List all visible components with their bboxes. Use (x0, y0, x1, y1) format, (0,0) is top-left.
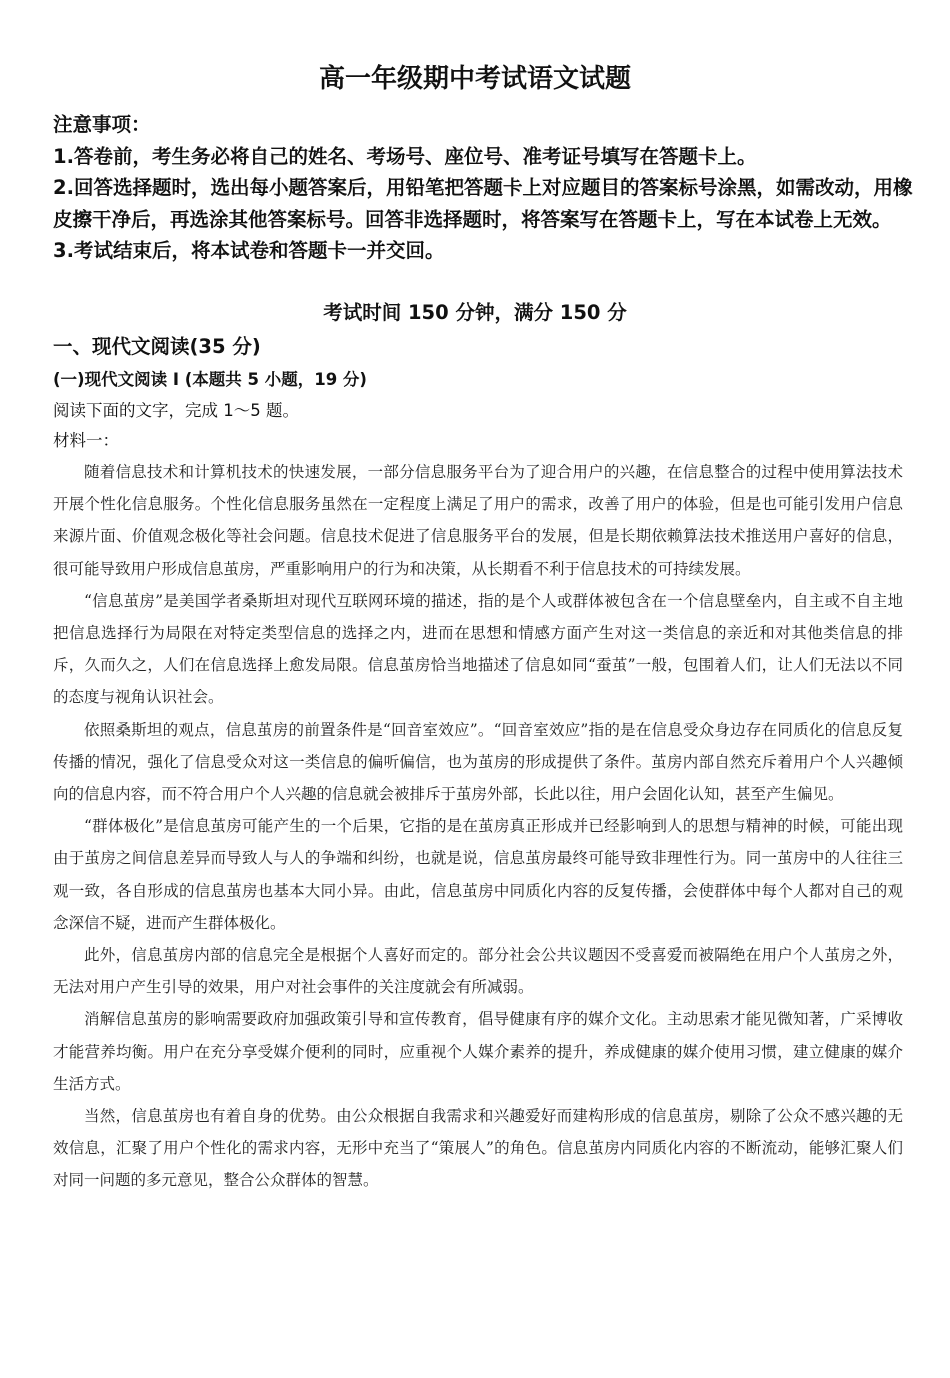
notice-item-1: 1.答卷前，考生务必将自己的姓名、考场号、座位号、准考证号填写在答题卡上。 (53, 144, 757, 168)
material-label: 材料一： (53, 431, 119, 450)
material-one-text (53, 456, 903, 1197)
notice-item-2: 2.回答选择题时，选出每小题答案后，用铅笔把答题卡上对应题目的答案标号涂黑，如需改动，用橡皮擦干净后，再选涂其他答案标号。回答非选择题时，将答案写在答题卡上，写在本试卷上无效。 (53, 176, 913, 231)
section-heading: 一、现代文阅读(35 分) (53, 335, 261, 358)
subsection-heading: (一)现代文阅读 I (本题共 5 小题，19 分) (53, 370, 367, 389)
paragraph: 当然，信息茧房也有着自身的优势。由公众根据自我需求和兴趣爱好而建构形成的信息茧房，剔除了公众不感兴趣的无效信息，汇聚了用户个性化的需求内容，无形中充当了“策展人”的角色。信息茧房内同质化内容的不断流动，能够汇聚人们对同一问题的多元意见，整合公众群体的智慧。 (53, 1107, 903, 1190)
paragraph: 随着信息技术和计算机技术的快速发展，一部分信息服务平台为了迎合用户的兴趣，在信息整合的过程中使用算法技术开展个性化信息服务。个性化信息服务虽然在一定程度上满足了用户的需求，改善了用户的体验，但是也可能引发用户信息来源片面、价值观念极化等社会问题。信息技术促进了信息服务平台的发展，但是长期依赖算法技术推送用户喜好的信息，很可能导致用户形成信息茧房，严重影响用户的行为和决策，从长期看不利于信息技术的可持续发展。 (53, 463, 903, 578)
paragraph: 此外，信息茧房内部的信息完全是根据个人喜好而定的。部分社会公共议题因不受喜爱而被隔绝在用户个人茧房之外，无法对用户产生引导的效果，用户对社会事件的关注度就会有所减弱。 (53, 946, 903, 997)
paragraph: “信息茧房”是美国学者桑斯坦对现代互联网环境的描述，指的是个人或群体被包含在一个信息壁垒内，自主或不自主地把信息选择行为局限在对特定类型信息的选择之内，进而在思想和情感方面产生对这一类信息的亲近和对其他类信息的排斥，久而久之，人们在信息选择上愈发局限。信息茧房恰当地描述了信息如同“蚕茧”一般，包围着人们，让人们无法以不同的态度与视角认识社会。 (53, 591, 903, 707)
reading-instruction: 阅读下面的文字，完成 1～5 题。 (53, 401, 299, 420)
exam-title: 高一年级期中考试语文试题 (318, 64, 631, 94)
paragraph: “群体极化”是信息茧房可能产生的一个后果，它指的是在茧房真正形成并已经影响到人的思想与精神的时候，可能出现由于茧房之间信息差异而导致人与人的争端和纠纷，也就是说，信息茧房最终可能导致非理性行为。同一茧房中的人往往三观一致，各自形成的信息茧房也基本大同小异。由此，信息茧房中同质化内容的反复传播，会使群体中每个人都对自己的观念深信不疑，进而产生群体极化。 (53, 817, 903, 932)
notice-heading: 注意事项： (53, 113, 151, 136)
notice-item-3: 3.考试结束后，将本试卷和答题卡一并交回。 (53, 239, 445, 262)
exam-time-score: 考试时间 150 分钟，满分 150 分 (323, 301, 627, 324)
paragraph: 依照桑斯坦的观点，信息茧房的前置条件是“回音室效应”。“回音室效应”指的是在信息受众身边存在同质化的信息反复传播的情况，强化了信息受众对这一类信息的偏听偏信，也为茧房的形成提供了条件。茧房内部自然充斥着用户个人兴趣倾向的信息内容，而不符合用户个人兴趣的信息就会被排斥于茧房外部，长此以往，用户会固化认知，甚至产生偏见。 (53, 720, 903, 804)
paragraph: 消解信息茧房的影响需要政府加强政策引导和宣传教育，倡导健康有序的媒介文化。主动思索才能见微知著，广采博收才能营养均衡。用户在充分享受媒介便利的同时，应重视个人媒介素养的提升，养成健康的媒介使用习惯，建立健康的媒介生活方式。 (53, 1010, 903, 1093)
notice-block (53, 109, 915, 267)
